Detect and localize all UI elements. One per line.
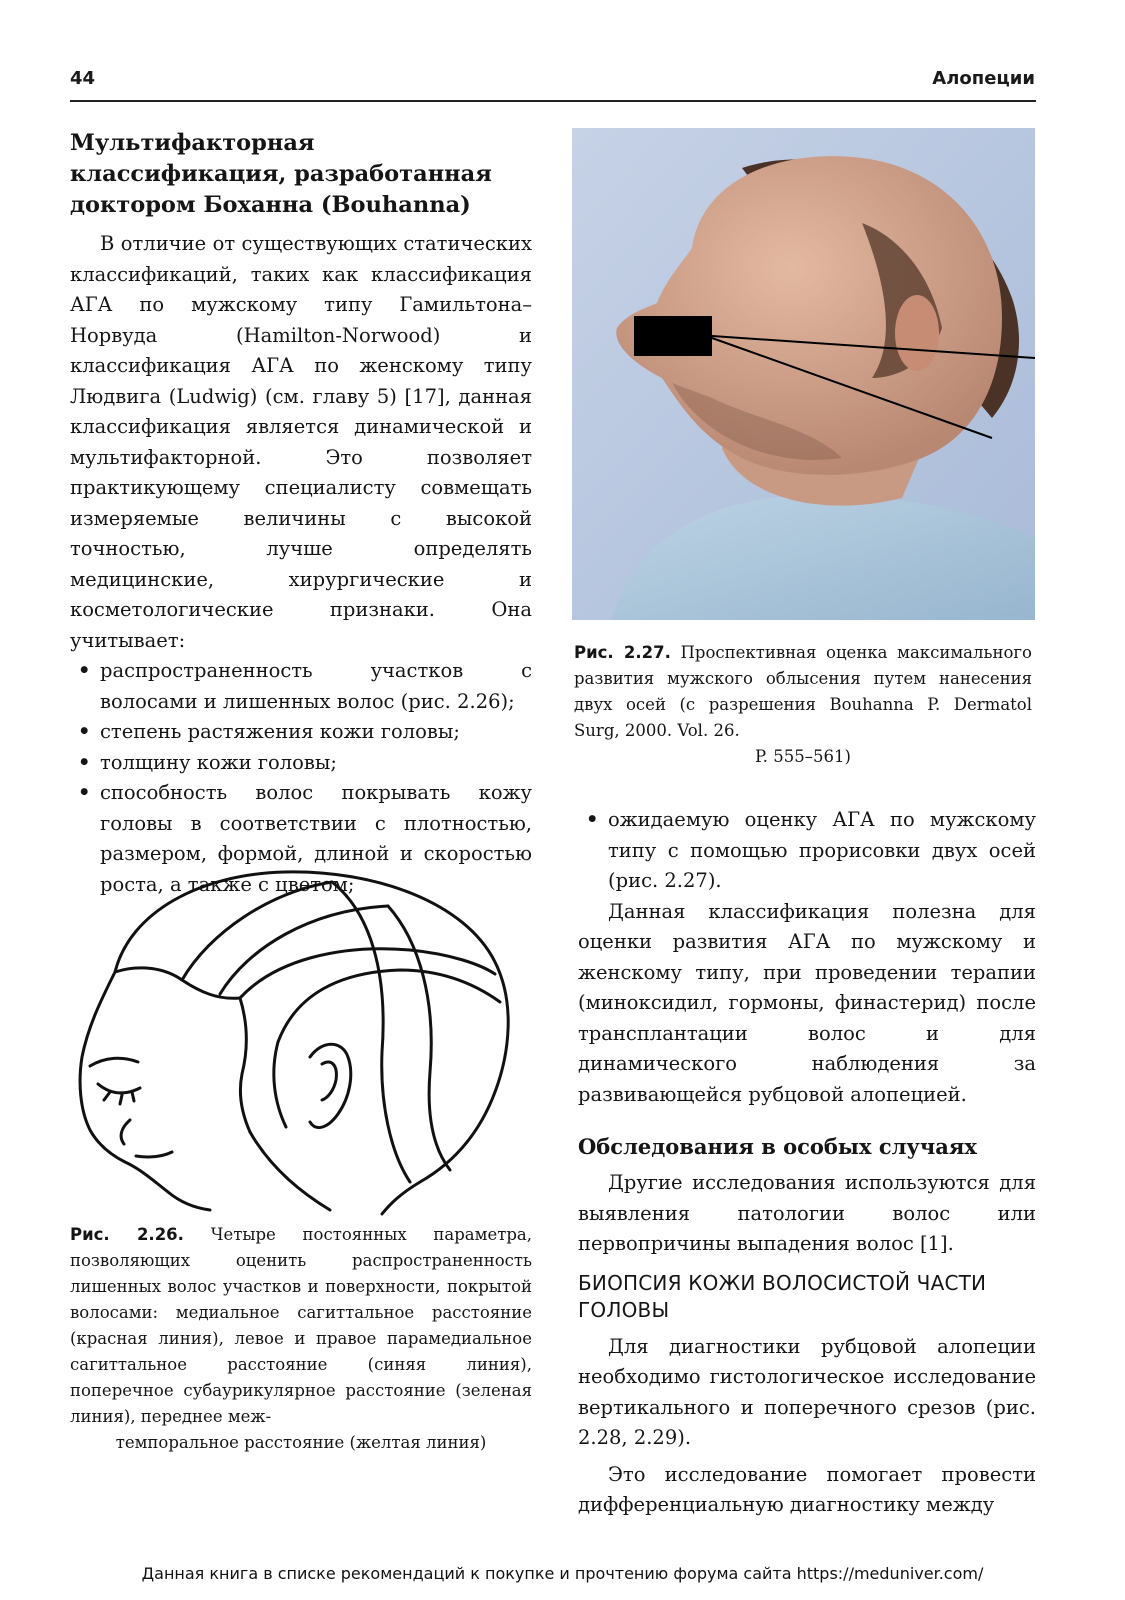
caption-text: Проспективная оценка максимального развития мужского облысения путем нанесения двух осей (с разрешения Bouhanna P. Dermatol Surg, 2000. Vol. 26. (574, 643, 1032, 740)
intro-paragraph: В отличие от существующих статических классификаций, таких как классификация АГА по мужскому типу Гамильтона–Норвуда (Hamilton-Norwood) и классификация АГА по женскому типу Людвига (Ludwig) (см. главу 5) [17], данная классификация является динамической и мультифакторной. Это позволяет практикующему специалисту совмещать измеряемые величины с высокой точностью, лучше определять медицинские, хирургические и косметологические признаки. Она учитывает: (70, 232, 532, 652)
list-item: • толщину кожи головы; (70, 748, 532, 779)
figure-caption-2-26 (70, 1222, 532, 1456)
caption-text-last: темпоральное расстояние (желтая линия) (115, 1433, 487, 1452)
right-column (578, 805, 1036, 1521)
section-heading: Мультифакторная классификация, разработанная доктором Боханна (Bouhanna) (70, 130, 492, 218)
biopsy-subheading: БИОПСИЯ КОЖИ ВОЛОСИСТОЙ ЧАСТИ ГОЛОВЫ (578, 1270, 987, 1322)
profile-photo-illustration (572, 128, 1035, 620)
left-column (70, 128, 532, 900)
classification-use-paragraph: Данная классификация полезна для оценки развития АГА по мужскому и женскому типу, при проведении терапии (миноксидил, гормоны, финастерид) после трансплантации волос и для динамического наблюдения за развивающейся рубцовой алопецией. (578, 899, 1036, 1106)
header-rule (70, 100, 1036, 102)
figure-label: Рис. 2.26. (70, 1225, 184, 1244)
running-header: Алопеции (932, 68, 1035, 89)
list-item: • ожидаемую оценку АГА по мужскому типу с помощью прорисовки двух осей (рис. 2.27). (578, 805, 1036, 897)
differential-paragraph: Это исследование помогает провести дифференциальную диагностику между (578, 1462, 1036, 1516)
other-studies-paragraph: Другие исследования используются для выявления патологии волос или первопричины выпадения волос [1]. (578, 1171, 1036, 1255)
page-number: 44 (70, 68, 96, 89)
figure-label: Рис. 2.27. (574, 643, 671, 662)
figure-caption-2-27 (574, 640, 1032, 770)
caption-text-last: P. 555–561) (755, 747, 851, 766)
caption-text: Четыре постоянных параметра, позволяющих оценить распространенность лишенных волос участков и поверхности, покрытой волосами: медиальное сагиттальное расстояние (красная линия), левое и правое парамедиальное сагиттальное расстояние (синяя линия), поперечное субаурикулярное расстояние (зеленая линия), переднее меж- (70, 1225, 532, 1426)
profile-photo-figure (572, 128, 1035, 620)
special-cases-heading: Обследования в особых случаях (578, 1134, 977, 1159)
list-item: • распространенность участков с волосами и лишенных волос (рис. 2.26); (70, 656, 532, 717)
biopsy-paragraph: Для диагностики рубцовой алопеции необходимо гистологическое исследование вертикального и поперечного срезов (рис. 2.28, 2.29). (578, 1334, 1036, 1449)
list-item: • способность волос покрывать кожу головы в соответствии с плотностью, размером, формой, длиной и скоростью роста, а также с цветом; (70, 778, 532, 900)
list-item: • степень растяжения кожи головы; (70, 717, 532, 748)
head-diagram-figure (70, 852, 532, 1217)
footer-note: Данная книга в списке рекомендаций к покупке и прочтению форума сайта https://meduniver.com/ (141, 1564, 984, 1583)
criteria-list-continued (578, 805, 1036, 897)
